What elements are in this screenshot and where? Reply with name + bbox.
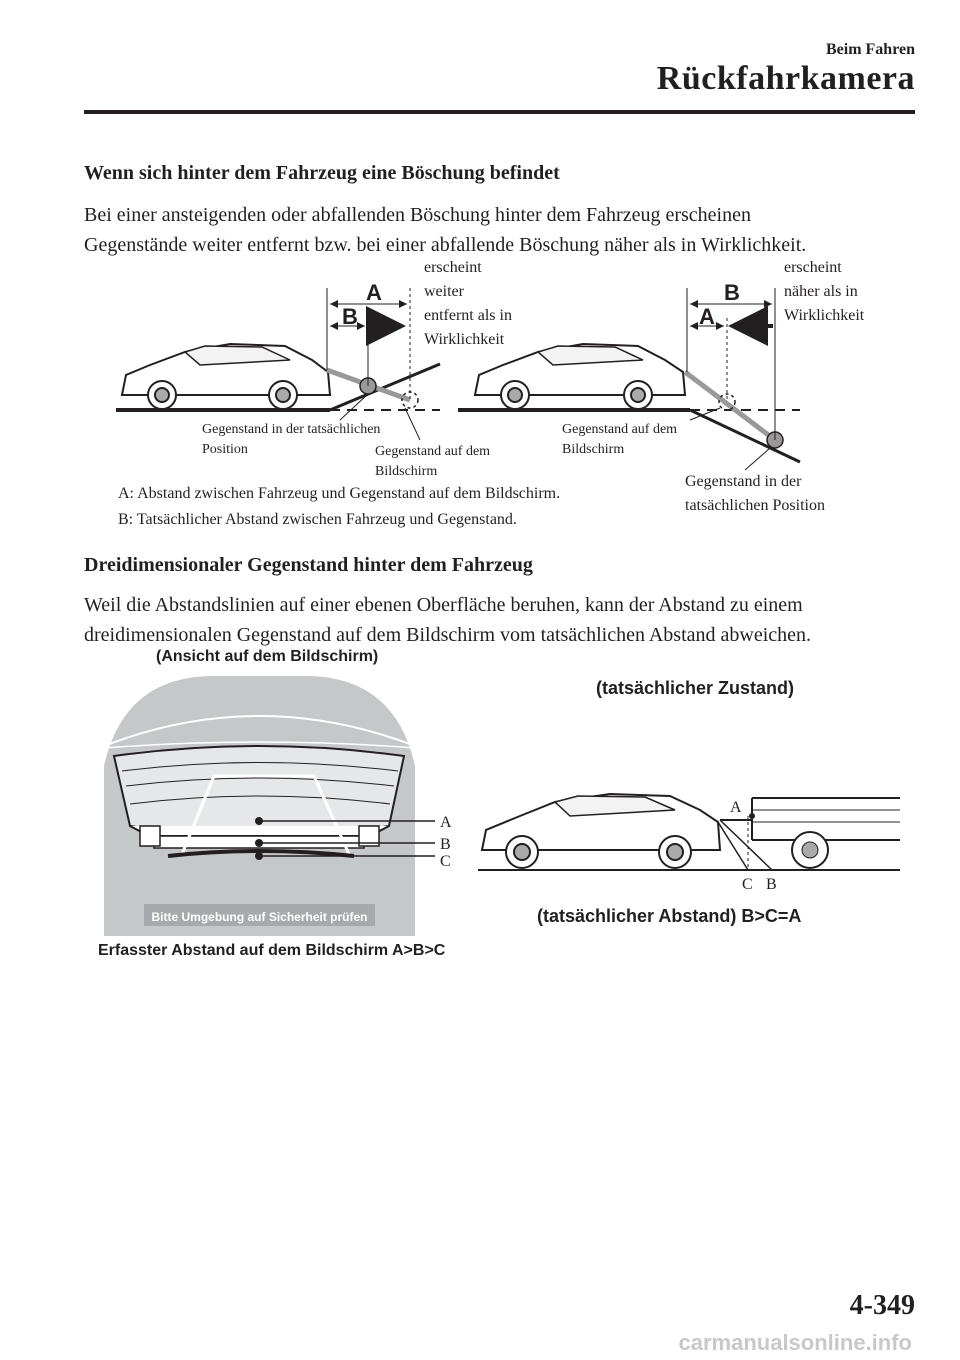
screen-marker-b: B [440, 836, 451, 853]
label-screen-position-left: Gegenstand auf dem Bildschirm [375, 444, 491, 479]
car-left [122, 344, 330, 409]
actual-distance-caption: (tatsächlicher Abstand) B>C=A [537, 906, 802, 926]
label-actual-position-right: Gegenstand in der tatsächlichen Position [685, 473, 825, 514]
screen-marker-a: A [440, 814, 452, 831]
dim-letter-b-left: B [342, 304, 358, 329]
body-text-line: Weil die Abstandslinien auf einer ebenen Oberfläche beruhen, kann der Abstand zu einem [84, 594, 803, 616]
actual-marker-b: B [766, 876, 777, 893]
camera-screen-graphic [104, 676, 415, 936]
actual-scene-graphic [470, 780, 910, 890]
dim-letter-a-right: A [699, 304, 715, 329]
slope-figure [0, 0, 960, 540]
screen-distance-caption: Erfasster Abstand auf dem Bildschirm A>B>C [98, 942, 446, 959]
page-title: Rückfahrkamera [656, 60, 915, 97]
body-text-line: Gegenstände weiter entfernt bzw. bei einer abfallende Böschung näher als in Wirklichkeit. [84, 234, 807, 256]
screen-view-caption: (Ansicht auf dem Bildschirm) [156, 648, 379, 665]
label-actual-position-left: Gegenstand in der tatsächlichen Position [202, 422, 381, 457]
label-screen-position-right: Gegenstand auf dem Bildschirm [562, 422, 678, 457]
actual-condition-caption: (tatsächlicher Zustand) [596, 678, 795, 698]
screen-warning-text: Bitte Umgebung auf Sicherheit prüfen [151, 910, 368, 924]
note-further: erscheint weiter entfernt als in Wirklichkeit [424, 259, 512, 348]
legend-a: A: Abstand zwischen Fahrzeug und Gegenstand auf dem Bildschirm. [118, 485, 561, 502]
page-number: 4-349 [849, 1290, 915, 1321]
section-heading-slope: Wenn sich hinter dem Fahrzeug eine Böschung befindet [84, 162, 560, 184]
dim-letter-b-right: B [724, 280, 740, 305]
legend-b: B: Tatsächlicher Abstand zwischen Fahrzeug und Gegenstand. [118, 511, 517, 528]
actual-marker-a: A [730, 799, 742, 816]
dim-letter-a-left: A [366, 280, 382, 305]
note-closer: erscheint näher als in Wirklichkeit [784, 259, 865, 324]
actual-scene [470, 780, 910, 890]
screen-marker-c: C [440, 853, 451, 870]
section-heading-3d: Dreidimensionaler Gegenstand hinter dem Fahrzeug [84, 554, 533, 576]
camera-screen [104, 676, 415, 936]
section-label: Beim Fahren [825, 41, 915, 58]
car-right [475, 344, 685, 409]
actual-marker-c: C [742, 876, 753, 893]
body-text-line: Bei einer ansteigenden oder abfallenden Böschung hinter dem Fahrzeug erscheinen [84, 204, 751, 226]
watermark: carmanualsonline.info [678, 1330, 912, 1355]
body-text-line: dreidimensionalen Gegenstand auf dem Bildschirm vom tatsächlichen Abstand abweichen. [84, 624, 812, 646]
